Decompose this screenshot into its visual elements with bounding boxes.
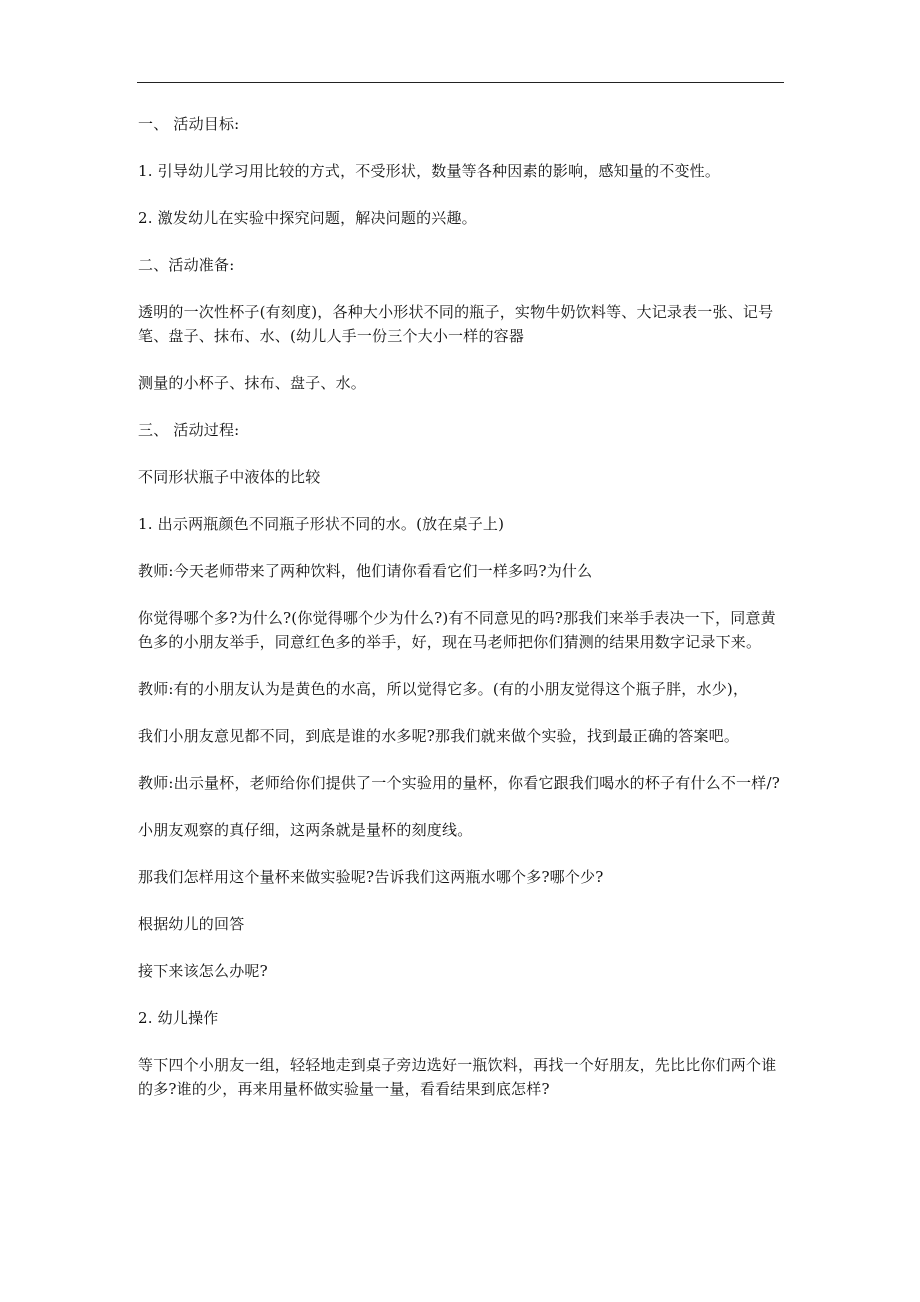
- section-heading-process: 三、 活动过程:: [138, 421, 240, 439]
- document-body: [138, 112, 788, 1124]
- paragraph: 根据幼儿的回答: [138, 915, 245, 933]
- paragraph: 教师:有的小朋友认为是黄色的水高，所以觉得它多。(有的小朋友觉得这个瓶子胖，水少)，: [138, 680, 749, 698]
- paragraph: 不同形状瓶子中液体的比较: [138, 468, 321, 486]
- paragraph: 那我们怎样用这个量杯来做实验呢?告诉我们这两瓶水哪个多?哪个少?: [138, 868, 604, 886]
- paragraph: 透明的一次性杯子(有刻度)，各种大小形状不同的瓶子，实物牛奶饮料等、大记录表一张、记号笔、盘子、抹布、水、(幼儿人手一份三个大小一样的容器: [138, 303, 774, 345]
- paragraph: 1. 引导幼儿学习用比较的方式，不受形状，数量等各种因素的影响，感知量的不变性。: [138, 162, 721, 180]
- paragraph: 2. 激发幼儿在实验中探究问题，解决问题的兴趣。: [138, 209, 477, 227]
- paragraph: 等下四个小朋友一组，轻轻地走到桌子旁边选好一瓶饮料，再找一个好朋友，先比比你们两个谁的多?谁的少，再来用量杯做实验量一量，看看结果到底怎样?: [138, 1056, 777, 1098]
- paragraph: 测量的小杯子、抹布、盘子、水。: [138, 374, 367, 392]
- section-heading-goals: 一、 活动目标:: [138, 115, 240, 133]
- paragraph: 教师:出示量杯，老师给你们提供了一个实验用的量杯，你看它跟我们喝水的杯子有什么不一样/?: [138, 774, 780, 792]
- paragraph: 你觉得哪个多?为什么?(你觉得哪个少为什么?)有不同意见的吗?那我们来举手表决一下，同意黄色多的小朋友举手，同意红色多的举手，好，现在马老师把你们猜测的结果用数字记录下来。: [138, 609, 776, 651]
- paragraph: 2. 幼儿操作: [138, 1009, 219, 1027]
- section-heading-preparation: 二、活动准备:: [138, 256, 235, 274]
- paragraph: 接下来该怎么办呢?: [138, 962, 268, 980]
- header-rule: [137, 82, 784, 83]
- paragraph: 1. 出示两瓶颜色不同瓶子形状不同的水。(放在桌子上): [138, 515, 505, 533]
- paragraph: 教师:今天老师带来了两种饮料，他们请你看看它们一样多吗?为什么: [138, 562, 593, 580]
- paragraph: 小朋友观察的真仔细，这两条就是量杯的刻度线。: [138, 821, 473, 839]
- paragraph: 我们小朋友意见都不同，到底是谁的水多呢?那我们就来做个实验，找到最正确的答案吧。: [138, 727, 740, 745]
